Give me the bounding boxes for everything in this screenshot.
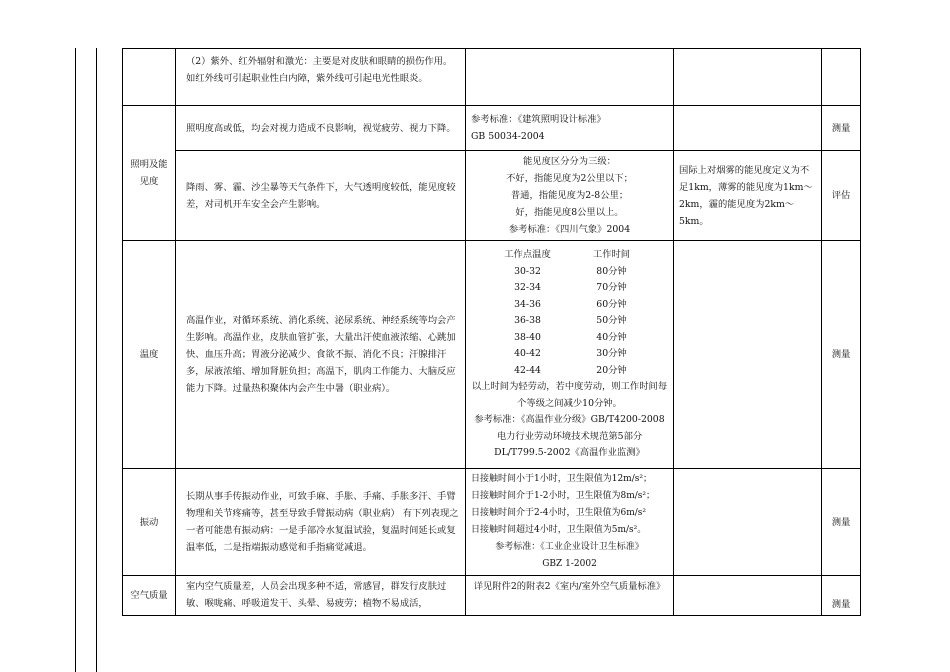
temp-range: 42-44	[514, 364, 541, 376]
temperature-table-row	[470, 363, 669, 380]
temp-range: 34-36	[514, 298, 541, 310]
temp-range: 30-32	[514, 265, 541, 277]
temp-range: 40-42	[514, 348, 541, 360]
temp-range: 36-38	[514, 315, 541, 327]
table-row	[123, 151, 861, 241]
temp-range: 32-34	[514, 282, 541, 294]
note-cell	[674, 49, 822, 106]
hazard-description: 室内空气质量差，人员会出现多种不适，常感冒，群发行皮肤过敏、喉咙痛、呼吸道发干、头晕、易疲劳；植物不易成活，	[176, 576, 466, 616]
table-row	[123, 576, 861, 616]
table-row	[123, 106, 861, 151]
standard-cell	[466, 469, 674, 576]
standard-cell	[466, 151, 674, 241]
temperature-table-row	[470, 313, 669, 330]
category-cell: 空气质量	[123, 576, 176, 616]
standard-line: 参考标准：《工业企业设计卫生标准》	[495, 542, 644, 552]
standard-line: 以上时间为轻劳动，若中度劳动，则工作时间每个等级之间减少10分钟。	[471, 381, 668, 409]
temp-header-cell: 工作时间	[592, 249, 631, 261]
temperature-table-row	[470, 297, 669, 314]
note-cell	[674, 106, 822, 151]
standard-cell	[466, 241, 674, 469]
standard-line: 日接触时间超过4小时，卫生限值为5m/s²。	[471, 525, 647, 535]
note-cell: 国际上对烟雾的能见度定义为不足1km，薄雾的能见度为1km～2km，霾的能见度为2km～5km。	[674, 151, 822, 241]
standard-line: GBZ 1-2002	[542, 559, 597, 569]
method-cell	[822, 49, 861, 106]
standard-line: 参考标准：《四川气象》2004	[508, 224, 631, 235]
work-time: 80分钟	[596, 265, 627, 277]
standard-line: 参考标准：《高温作业分级》GB/T4200-2008	[474, 414, 665, 426]
temp-header-cell: 工作点温度	[504, 249, 551, 261]
note-cell	[674, 241, 822, 469]
standard-line: 电力行业劳动环境技术规范第5部分	[496, 430, 643, 442]
hazard-description: 降雨、雾、霾、沙尘暴等天气条件下，大气透明度较低，能见度较差，对司机开车安全会产生影响。	[176, 151, 466, 241]
category-cell: 振动	[123, 469, 176, 576]
temperature-table-header	[470, 247, 669, 264]
margin-rule-left	[75, 48, 76, 672]
standard-line: 不好，指能见度为2公里以下；	[506, 173, 633, 184]
category-cell: 照明及能见度	[123, 106, 176, 241]
work-time: 20分钟	[596, 364, 627, 376]
standard-line: GB 50034-2004	[471, 131, 545, 142]
method-cell: 评估	[822, 151, 861, 241]
work-time: 50分钟	[596, 315, 627, 327]
category-cell	[123, 49, 176, 106]
note-cell	[674, 576, 822, 616]
temp-range: 38-40	[514, 331, 541, 343]
standard-line: DL/T799.5-2002《高温作业监测》	[494, 447, 645, 459]
standard-line: 能见度区分分为三级：	[523, 156, 616, 167]
standard-line: 好，指能见度8公里以上。	[515, 207, 624, 218]
standard-line: 普通，指能见度为2-8公里；	[510, 190, 629, 201]
hazard-description: 长期从事手传振动作业，可致手麻、手胀、手痛、手胀多汗、手臂物理和关节疼痛等，甚至导致手臂振动病（职业病） 有下列表现之一者可能患有振动病：一是手部冷水复温试验，复温时间延长或复温率低，二是指端振动感觉和手指痛觉减退。	[176, 469, 466, 576]
standard-cell	[466, 106, 674, 151]
temperature-table-row	[470, 264, 669, 281]
standard-line: 日接触时间介于2-4小时，卫生限值为6m/s²	[471, 508, 647, 518]
method-cell: 测量	[822, 576, 861, 616]
method-cell: 测量	[822, 106, 861, 151]
margin-rule-middle	[96, 48, 97, 672]
hazard-description: 照明度高或低，均会对视力造成不良影响，视觉疲劳、视力下降。	[176, 106, 466, 151]
temperature-table-row	[470, 280, 669, 297]
temperature-table-row	[470, 330, 669, 347]
work-time: 30分钟	[596, 348, 627, 360]
hazard-description: （2）紫外、红外辐射和激光：主要是对皮肤和眼睛的损伤作用。如红外线可引起职业性白内障，紫外线可引起电光性眼炎。	[176, 49, 466, 106]
category-cell: 温度	[123, 241, 176, 469]
standard-cell	[466, 49, 674, 106]
standard-line: 日接触时间介于1-2小时，卫生限值为8m/s²；	[471, 491, 656, 501]
work-time: 40分钟	[596, 331, 627, 343]
method-cell: 测量	[822, 241, 861, 469]
hazard-assessment-table	[122, 48, 861, 616]
hazard-description: 高温作业，对循环系统、消化系统、泌尿系统、神经系统等均会产生影响。高温作业，皮肤血管扩张，大量出汗使血液浓缩、心跳加快、血压升高；胃液分泌减少、食欲不振、消化不良；汗腺排汗多，尿液浓缩、增加肾脏负担；高温下，肌肉工作能力、大脑反应能力下降。过量热积聚体内会产生中暑（职业病）。	[176, 241, 466, 469]
table-row	[123, 469, 861, 576]
table-row	[123, 49, 861, 106]
note-cell	[674, 469, 822, 576]
standard-cell: 详见附件2的附表2《室内/室外空气质量标准》	[466, 576, 674, 616]
temperature-table-row	[470, 346, 669, 363]
method-cell: 测量	[822, 469, 861, 576]
standard-line: 参考标准：《建筑照明设计标准》	[471, 114, 606, 125]
standard-line: 日接触时间小于1小时，卫生限值为12m/s²；	[471, 474, 652, 484]
work-time: 70分钟	[596, 282, 627, 294]
table-row	[123, 241, 861, 469]
work-time: 60分钟	[596, 298, 627, 310]
